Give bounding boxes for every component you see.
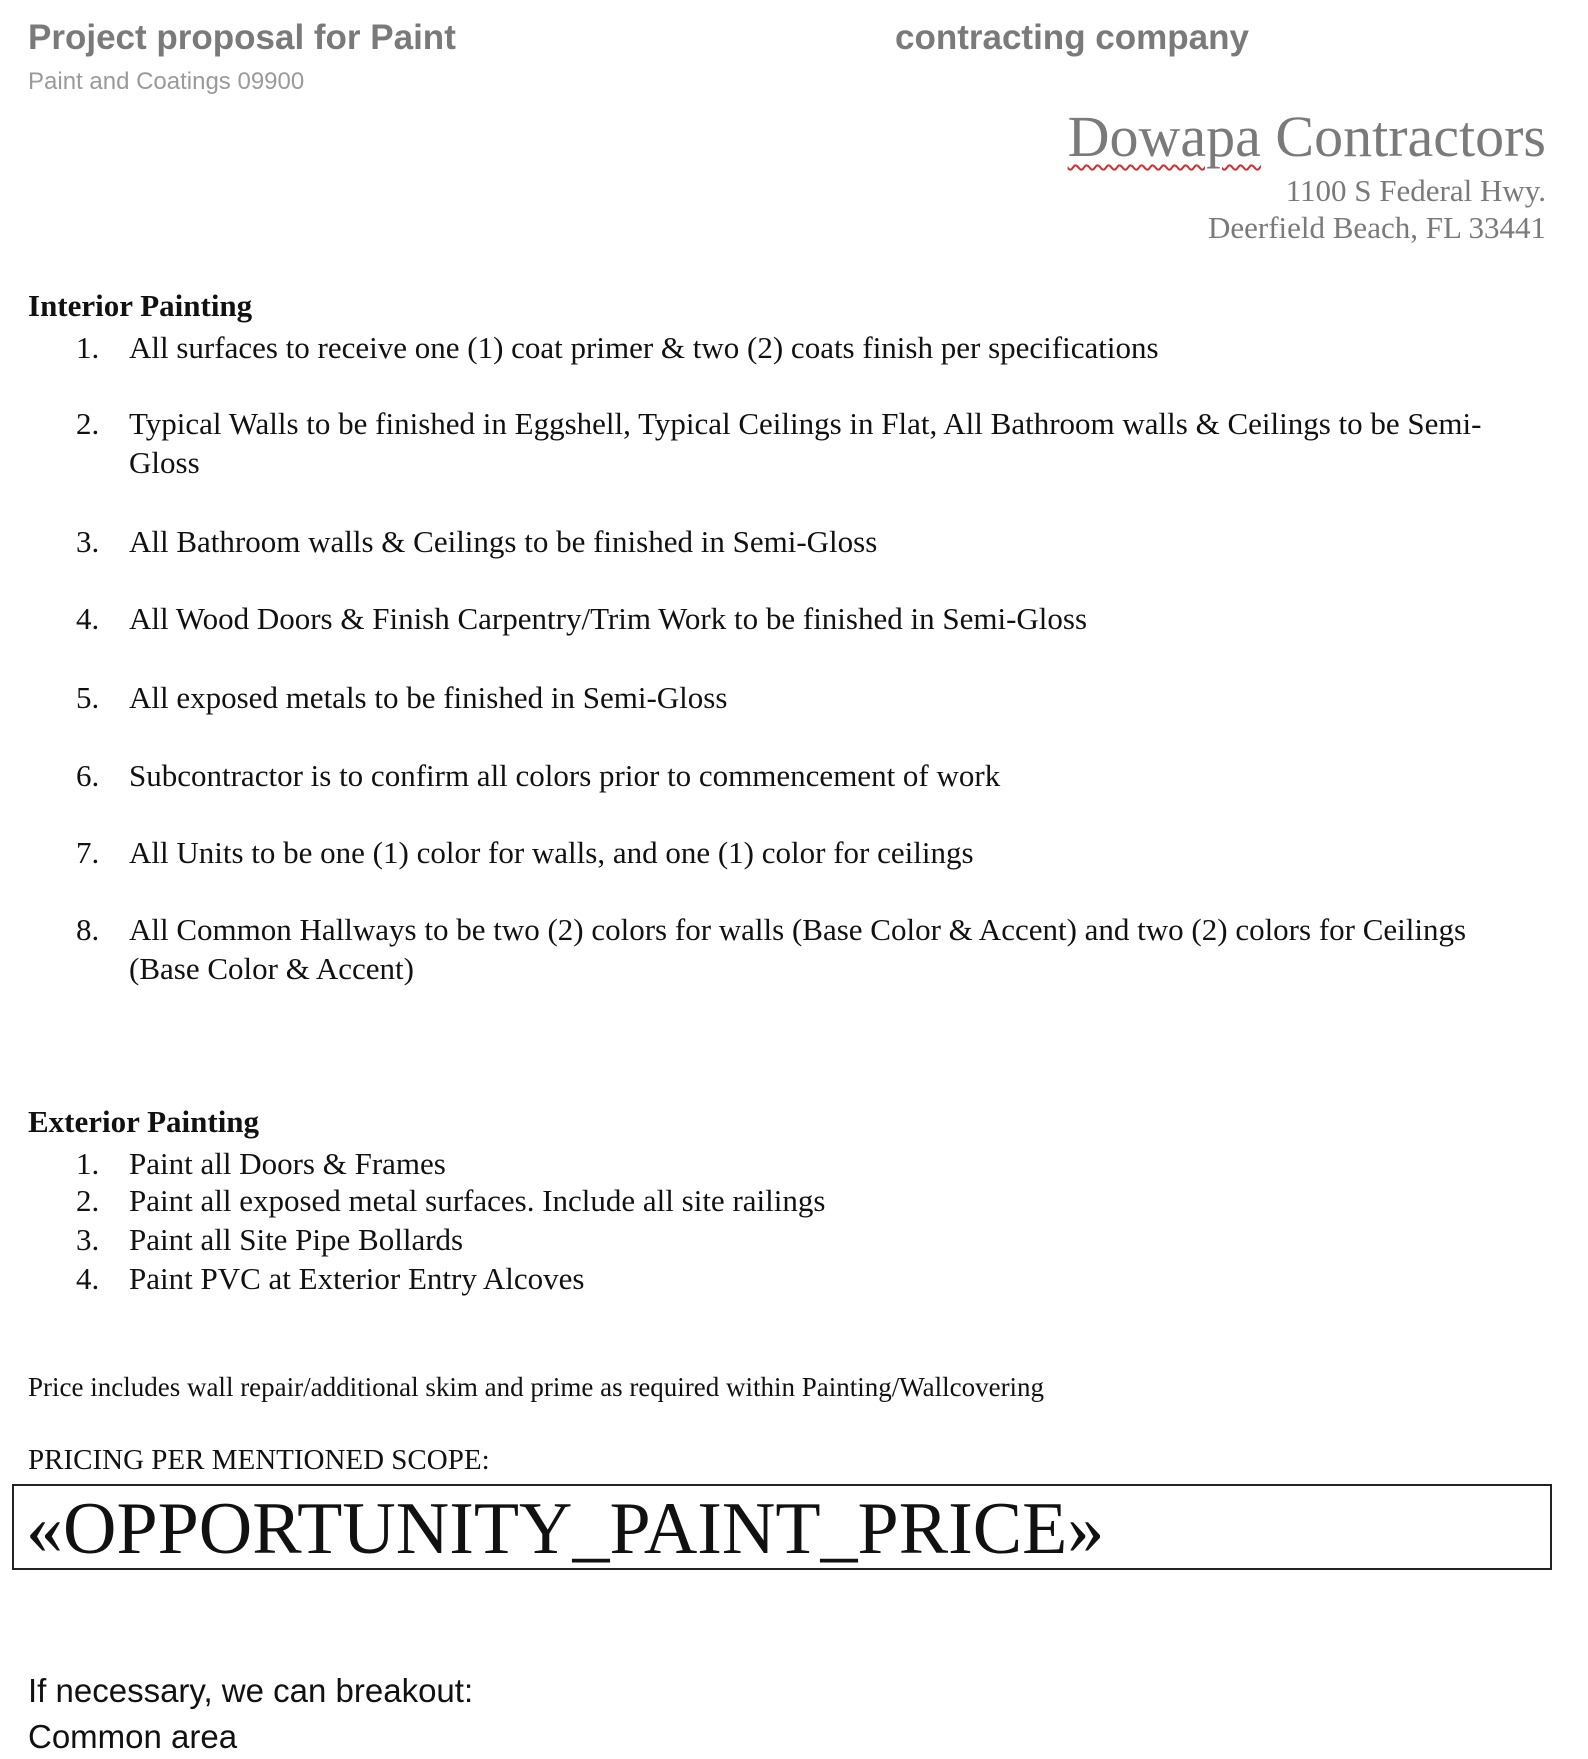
list-item-number: 1. bbox=[76, 330, 100, 365]
company-address-line2: Deerfield Beach, FL 33441 bbox=[1207, 210, 1546, 245]
list-item-number: 2. bbox=[76, 406, 100, 441]
list-item-number: 3. bbox=[76, 1222, 100, 1257]
company-name bbox=[1067, 104, 1546, 169]
list-item-text: All Units to be one (1) color for walls, and one (1) color for ceilings bbox=[129, 835, 974, 870]
list-item-number: 1. bbox=[76, 1146, 100, 1181]
list-item-text: All exposed metals to be finished in Semi-Gloss bbox=[129, 680, 728, 715]
list-item-number: 7. bbox=[76, 835, 100, 870]
list-item-number: 8. bbox=[76, 912, 100, 947]
list-item-text: All Common Hallways to be two (2) colors for walls (Base Color & Accent) and two (2) colors for Ceilings (Base Color & Accent) bbox=[129, 912, 1467, 986]
list-item-text: Paint all exposed metal surfaces. Include all site railings bbox=[129, 1183, 826, 1218]
list-item-number: 4. bbox=[76, 601, 100, 636]
document-title: Project proposal for Paint bbox=[28, 18, 456, 57]
company-block bbox=[1067, 104, 1546, 246]
breakout-intro: If necessary, we can breakout: bbox=[28, 1672, 474, 1709]
list-item-number: 6. bbox=[76, 758, 100, 793]
exterior-painting-heading: Exterior Painting bbox=[28, 1104, 260, 1139]
list-item-number: 3. bbox=[76, 524, 100, 559]
list-item-text: Subcontractor is to confirm all colors prior to commencement of work bbox=[129, 758, 1001, 793]
list-item-text: All Bathroom walls & Ceilings to be finished in Semi-Gloss bbox=[129, 524, 878, 559]
pricing-label: PRICING PER MENTIONED SCOPE: bbox=[28, 1444, 490, 1476]
document-subtitle: Paint and Coatings 09900 bbox=[28, 68, 305, 95]
list-item-text: Paint PVC at Exterior Entry Alcoves bbox=[129, 1261, 585, 1296]
company-name-misspelled-word: Dowapa bbox=[1067, 104, 1261, 169]
list-item-text: All Wood Doors & Finish Carpentry/Trim Work to be finished in Semi-Gloss bbox=[129, 601, 1088, 636]
price-includes-note: Price includes wall repair/additional skim and prime as required within Painting/Wallcovering bbox=[28, 1372, 1045, 1402]
list-item-text: Paint all Site Pipe Bollards bbox=[129, 1222, 464, 1257]
list-item-number: 2. bbox=[76, 1183, 100, 1218]
breakout-common-area: Common area bbox=[28, 1718, 238, 1755]
list-item-number: 4. bbox=[76, 1261, 100, 1296]
opportunity-paint-price-field[interactable]: «OPPORTUNITY_PAINT_PRICE» bbox=[26, 1488, 1105, 1570]
list-item-text: All surfaces to receive one (1) coat primer & two (2) coats finish per specifications bbox=[129, 330, 1159, 365]
list-item-number: 5. bbox=[76, 680, 100, 715]
list-item-text: Typical Walls to be finished in Eggshell, Typical Ceilings in Flat, All Bathroom walls & Ceilings to be Semi-Gloss bbox=[129, 406, 1482, 480]
price-field-box[interactable] bbox=[12, 1484, 1552, 1570]
company-address-line1: 1100 S Federal Hwy. bbox=[1285, 173, 1546, 208]
interior-painting-heading: Interior Painting bbox=[28, 288, 253, 323]
list-item-text: Paint all Doors & Frames bbox=[129, 1146, 446, 1181]
company-name-rest: Contractors bbox=[1260, 104, 1546, 169]
document-title-continued: contracting company bbox=[895, 18, 1249, 57]
